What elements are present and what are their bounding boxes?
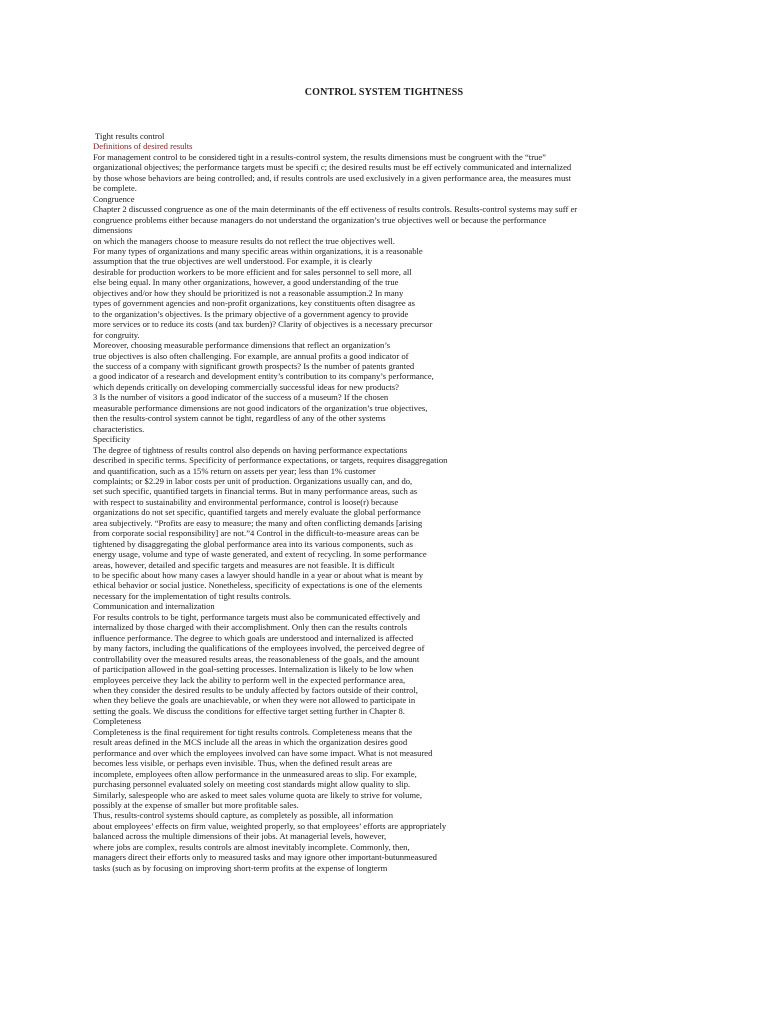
text-line: area subjectively. “Profits are easy to measure; the many and often conflicting demands [arising xyxy=(93,517,423,528)
text-line: where jobs are complex, results controls are almost inevitably incomplete. Commonly, then, xyxy=(93,841,410,852)
text-line: setting the goals. We discuss the conditions for effective target setting further in Chapter 8. xyxy=(93,705,405,716)
text-line: possibly at the expense of smaller but more profitable sales. xyxy=(93,800,299,810)
text-line: energy usage, volume and type of waste generated, and extent of recycling. In some performance xyxy=(93,549,427,560)
text-line: desirable for production workers to be more efficient and for sales personnel to sell more, all xyxy=(93,266,412,277)
text-line: tasks (such as by focusing on improving short-term profits at the expense of longterm xyxy=(93,862,388,873)
text-line: measurable performance dimensions are not good indicators of the organization’s true objectives, xyxy=(93,402,428,413)
text-line: complaints; or $2.29 in labor costs per unit of production. Organizations usually can, and do, xyxy=(93,475,413,486)
text-line: For management control to be considered tight in a results-control system, the results dimensions must be congruent with the “true” xyxy=(93,151,546,162)
text-line: Tight results control xyxy=(93,131,165,141)
text-line: Completeness xyxy=(93,716,142,727)
text-line: for congruity. xyxy=(93,329,140,340)
text-line: and quantification, such as a 15% return on assets per year; less than 1% customer xyxy=(93,465,376,476)
text-line: employees perceive they lack the ability to perform well in the expected performance area, xyxy=(93,674,406,685)
text-line: by those whose behaviors are being controlled; and, if results controls are used exclusively in a given performance area, the measures must xyxy=(93,172,571,183)
text-line: Moreover, choosing measurable performance dimensions that reflect an organization’s xyxy=(93,340,391,351)
text-line: necessary for the implementation of tight results controls. xyxy=(93,590,292,601)
text-line: Chapter 2 discussed congruence as one of the main determinants of the eff ectiveness of results controls. Results-control systems may suff er xyxy=(93,204,578,215)
text-line: For many types of organizations and many specific areas within organizations, it is a reasonable xyxy=(93,245,423,256)
text-line: influence performance. The degree to which goals are understood and internalized is affected xyxy=(93,632,414,643)
text-line: incomplete, employees often allow performance in the unmeasured areas to slip. For example, xyxy=(93,768,417,779)
text-line: organizational objectives; the performance targets must be specifi c; the desired results must be eff ectively communicated and internalized xyxy=(93,162,572,173)
text-line: becomes less visible, or perhaps even invisible. Thus, when the defined result areas are xyxy=(93,758,393,769)
text-line: Communication and internalization xyxy=(93,601,215,612)
text-line: Similarly, salespeople who are asked to meet sales volume quota are likely to strive for volume, xyxy=(93,789,423,800)
text-line: For results controls to be tight, performance targets must also be communicated effectively and xyxy=(93,611,421,622)
text-line: then the results-control system cannot be tight, regardless of any of the other systems xyxy=(93,413,386,424)
text-line: from corporate social responsibility] are not.”4 Control in the difficult-to-measure areas can be xyxy=(93,528,420,539)
text-line: a good indicator of a research and development entity’s contribution to its company’s performance, xyxy=(93,371,434,382)
text-line: Definitions of desired results xyxy=(93,141,193,152)
text-line: Thus, results-control systems should capture, as completely as possible, all information xyxy=(93,810,394,821)
text-line: dimensions xyxy=(93,225,133,236)
text-line: by many factors, including the qualifications of the employees involved, the perceived degree of xyxy=(93,643,425,654)
text-line: characteristics. xyxy=(93,423,145,434)
text-line: 3 Is the number of visitors a good indicator of the success of a museum? If the chosen xyxy=(93,392,389,403)
text-line: else being equal. In many other organizations, however, a good understanding of the true xyxy=(93,277,399,288)
text-line: when they believe the goals are unachievable, or when they were not allowed to participate in xyxy=(93,695,416,706)
text-line: Congruence xyxy=(93,193,135,204)
text-line: result areas defined in the MCS include all the areas in which the organization desires good xyxy=(93,737,408,748)
text-line: true objectives is also often challenging. For example, are annual profits a good indicator of xyxy=(93,350,409,361)
text-line: The degree of tightness of results control also depends on having performance expectations xyxy=(93,444,408,455)
text-line: areas, however, detailed and specific targets and measures are not feasible. It is difficult xyxy=(93,559,395,570)
text-line: balanced across the multiple dimensions of their jobs. At managerial levels, however, xyxy=(93,831,387,842)
text-line: described in specific terms. Specificity of performance expectations, or targets, requires disaggregation xyxy=(93,455,448,466)
text-line: with respect to sustainability and environmental performance, control is loose(r) because xyxy=(93,496,399,507)
text-line: controllability over the measured results areas, the reasonableness of the goals, and the amount xyxy=(93,653,420,664)
text-line: which depends critically on developing commercially successful ideas for new products? xyxy=(93,381,399,392)
document-body xyxy=(93,131,683,873)
text-line: ethical behavior or social justice. Nonetheless, specificity of expectations is one of the elements xyxy=(93,580,423,591)
text-line: tightened by disaggregating the global performance area into its various components, such as xyxy=(93,538,414,549)
text-line: internalized by those charged with their accomplishment. Only then can the results controls xyxy=(93,622,408,633)
text-line: be complete. xyxy=(93,183,137,194)
text-line: when they consider the desired results to be unduly affected by factors outside of their control, xyxy=(93,685,418,696)
text-line: congruence problems either because managers do not understand the organization’s true objectives well or because the performance xyxy=(93,214,547,225)
text-line: managers direct their efforts only to measured tasks and may ignore other important-butunmeasured xyxy=(93,852,437,863)
text-line: to be specific about how many cases a lawyer should handle in a year or about what is meant by xyxy=(93,570,424,581)
document-title: CONTROL SYSTEM TIGHTNESS xyxy=(304,87,464,98)
text-line: the success of a company with significant growth prospects? Is the number of patents granted xyxy=(93,360,415,371)
text-line: of participation allowed in the goal-setting processes. Internalization is likely to be low when xyxy=(93,664,414,675)
text-line: assumption that the true objectives are well understood. For example, it is clearly xyxy=(93,256,373,267)
text-line: more services or to reduce its costs (and tax burden)? Clarity of objectives is a necessary precursor xyxy=(93,319,433,330)
text-line: performance and over which the employees involved can have some impact. What is not measured xyxy=(93,747,433,758)
text-line: about employees’ effects on firm value, weighted properly, so that employees’ efforts are appropriately xyxy=(93,820,447,831)
text-line: Completeness is the final requirement for tight results controls. Completeness means that the xyxy=(93,726,413,737)
text-line: to the organization’s objectives. Is the primary objective of a government agency to provide xyxy=(93,308,409,319)
text-line: Specificity xyxy=(93,434,131,445)
text-line: on which the managers choose to measure results do not reflect the true objectives well. xyxy=(93,235,395,246)
text-line: set such specific, quantified targets in financial terms. But in many performance areas, such as xyxy=(93,486,418,497)
text-line: purchasing personnel evaluated solely on meeting cost standards might allow quality to slip. xyxy=(93,779,411,790)
text-line: objectives and/or how they should be prioritized is not a reasonable assumption.2 In many xyxy=(93,287,404,298)
text-line: organizations do not set specific, quantified targets and merely evaluate the global performance xyxy=(93,507,421,518)
text-line: types of government agencies and non-profit organizations, key constituents often disagree as xyxy=(93,298,416,309)
